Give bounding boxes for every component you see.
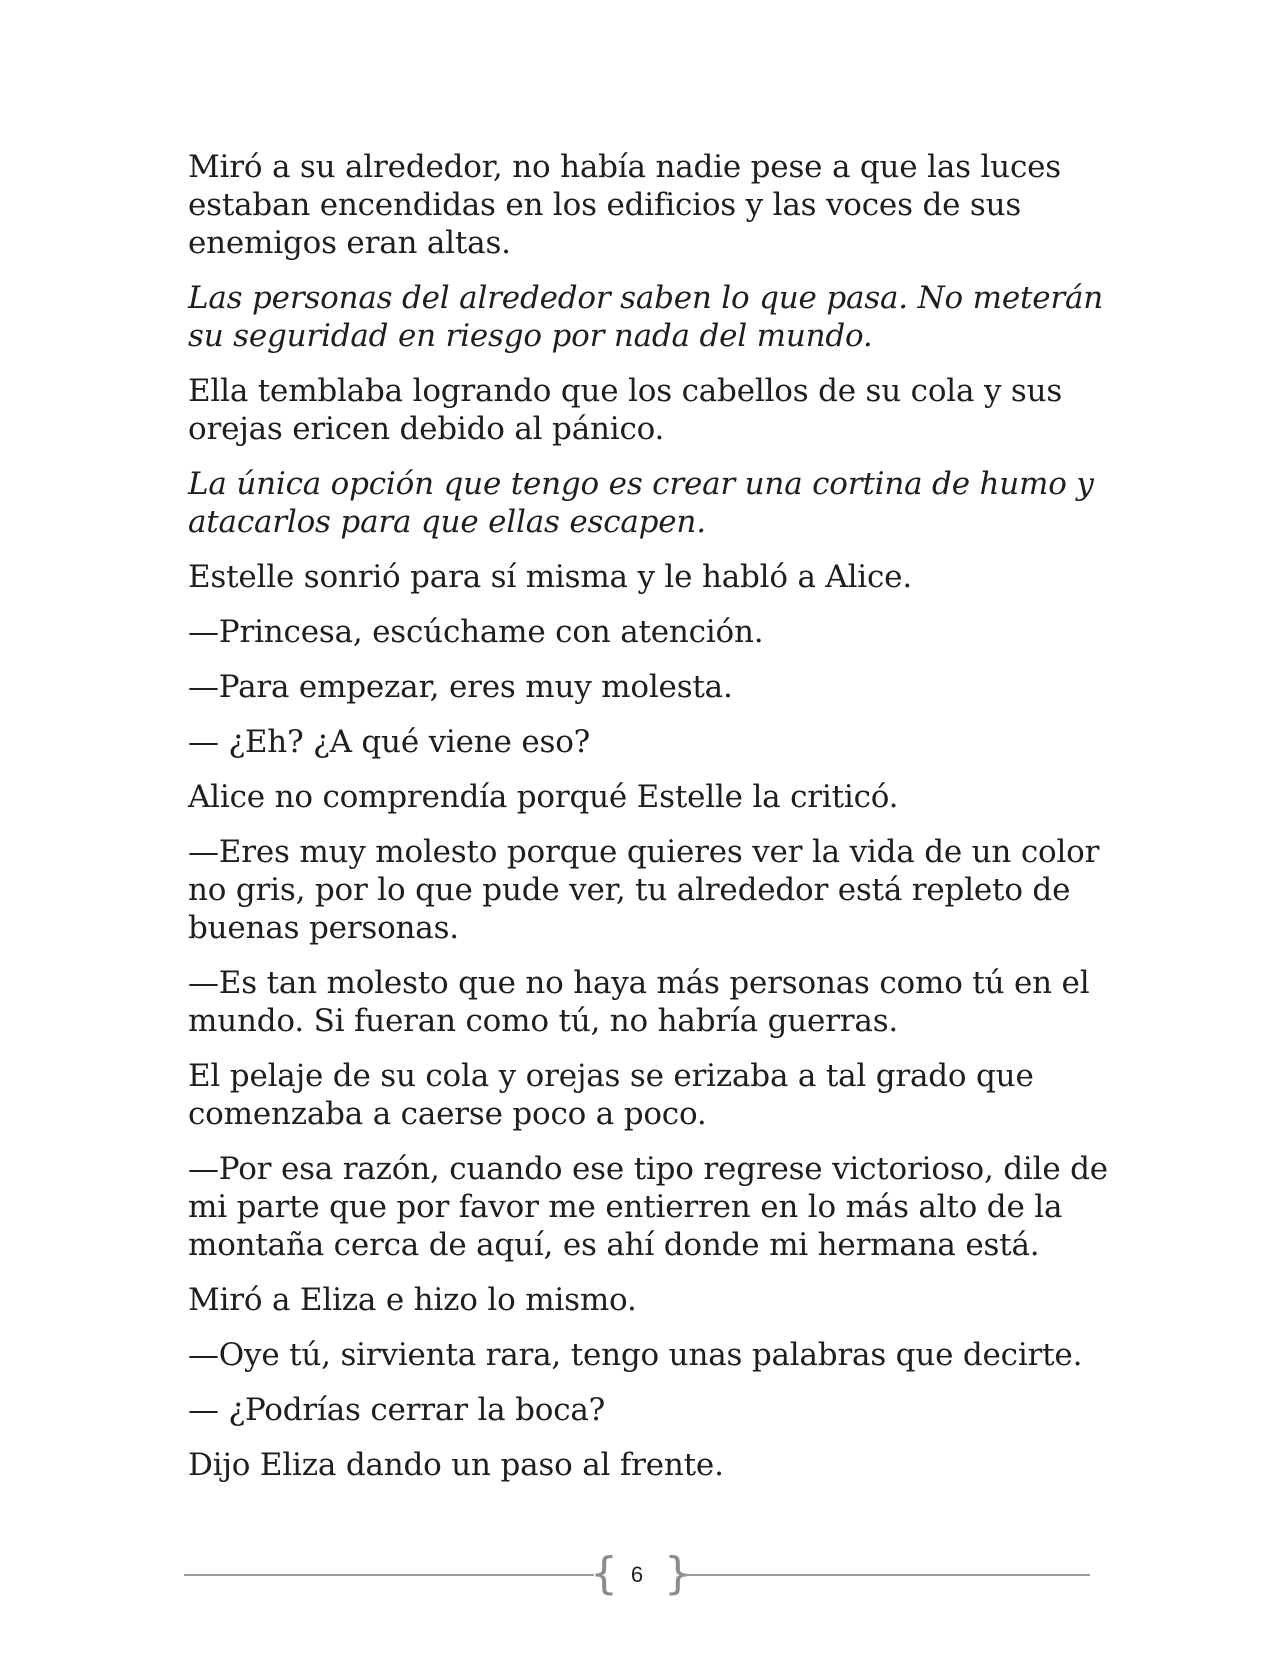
paragraph-10-dialogue: —Eres muy molesto porque quieres ver la vida de un color no gris, por lo que pude ver, tu alrededor está repleto de buenas personas. xyxy=(188,834,1100,946)
paragraph-9: Alice no comprendía porqué Estelle la criticó. xyxy=(188,779,899,815)
paragraph-14: Miró a Eliza e hizo lo mismo. xyxy=(188,1282,637,1318)
paragraph-15-dialogue: —Oye tú, sirvienta rara, tengo unas palabras que decirte. xyxy=(188,1337,1083,1373)
footer-rule-right xyxy=(684,1574,1090,1576)
paragraph-17: Dijo Eliza dando un paso al frente. xyxy=(188,1447,724,1483)
paragraph-2-thought: Las personas del alrededor saben lo que pasa. No meterán su seguridad en riesgo por nada del mundo. xyxy=(188,280,1104,354)
page-footer xyxy=(184,1550,1090,1600)
paragraph-4-thought: La única opción que tengo es crear una cortina de humo y atacarlos para que ellas escapen. xyxy=(188,466,1094,540)
paragraph-7-dialogue: —Para empezar, eres muy molesta. xyxy=(188,669,733,705)
footer-rule-left xyxy=(184,1574,594,1576)
paragraph-16-dialogue: — ¿Podrías cerrar la boca? xyxy=(188,1392,606,1428)
paragraph-1: Miró a su alrededor, no había nadie pese a que las luces estaban encendidas en los edificios y las voces de sus enemigos eran altas. xyxy=(188,149,1061,261)
page-number: 6 xyxy=(630,1562,644,1587)
body-text xyxy=(188,148,1108,1501)
paragraph-3: Ella temblaba logrando que los cabellos de su cola y sus orejas ericen debido al pánico. xyxy=(188,373,1063,447)
paragraph-13-dialogue: —Por esa razón, cuando ese tipo regrese victorioso, dile de mi parte que por favor me entierren en lo más alto de la montaña cerca de aquí, es ahí donde mi hermana está. xyxy=(188,1151,1108,1263)
paragraph-6-dialogue: —Princesa, escúchame con atención. xyxy=(188,614,764,650)
paragraph-11-dialogue: —Es tan molesto que no haya más personas como tú en el mundo. Si fueran como tú, no habría guerras. xyxy=(188,965,1090,1039)
paragraph-8-dialogue: — ¿Eh? ¿A qué viene eso? xyxy=(188,724,591,760)
footer-brace-right: } xyxy=(664,1548,692,1599)
footer-brace-left: { xyxy=(590,1548,618,1599)
paragraph-12: El pelaje de su cola y orejas se erizaba a tal grado que comenzaba a caerse poco a poco. xyxy=(188,1058,1034,1132)
paragraph-5: Estelle sonrió para sí misma y le habló a Alice. xyxy=(188,559,912,595)
